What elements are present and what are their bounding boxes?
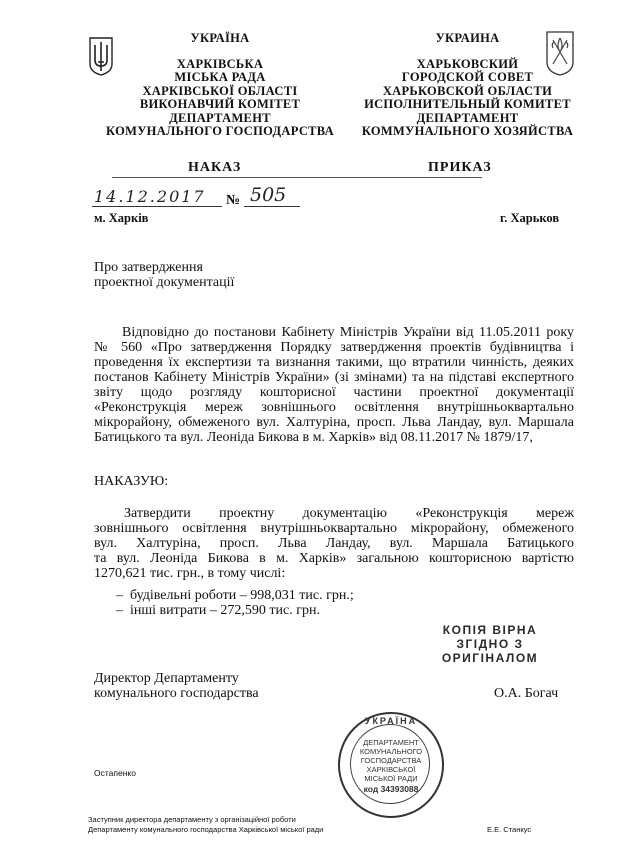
preamble-line: звіту щодо розгляду кошторисної частини проектної документації (94, 385, 574, 400)
dash-bullet: – (116, 588, 130, 603)
decision-paragraph (94, 506, 574, 581)
position-line: Директор Департаменту (94, 671, 239, 686)
preamble-line: Відповідно до постанови Кабінету Міністрів України від 11.05.2011 року (122, 325, 574, 340)
doc-type-ru: ПРИКАЗ (428, 160, 492, 175)
seal-line: ХАРКІВСЬКОЇ (366, 765, 416, 774)
org-line: ДЕПАРТАМЕНТ (416, 110, 519, 125)
seal-line: ДЕПАРТАМЕНТ (363, 738, 419, 747)
preamble-paragraph (94, 325, 574, 445)
country-name: УКРАЇНА (190, 31, 250, 45)
list-item-text: будівельні роботи – 998,031 тис. грн.; (130, 588, 354, 603)
title-divider (112, 177, 482, 178)
order-date: 14.12.2017 (94, 187, 206, 206)
org-line: ДЕПАРТАМЕНТ (169, 110, 271, 125)
doc-type-ua: НАКАЗ (188, 160, 242, 175)
footer-certification (88, 815, 323, 835)
list-item-text: інші витрати – 272,590 тис. грн. (130, 603, 320, 618)
city-ru: г. Харьков (500, 211, 560, 225)
order-word: НАКАЗУЮ: (94, 474, 169, 489)
date-underline (92, 206, 222, 207)
signatory-name: О.А. Богач (494, 686, 559, 701)
org-line: ХАРЬКОВСКОЙ ОБЛАСТИ (382, 83, 553, 98)
subject-line: Про затвердження (94, 260, 203, 275)
position-line: комунального господарства (94, 686, 259, 701)
seal-code: код 34393088 (363, 784, 419, 794)
subject-line: проектної документації (94, 275, 235, 290)
org-line: ХАРКІВСЬКОЇ ОБЛАСТІ (142, 83, 298, 98)
signature-position (94, 671, 259, 701)
seal-line: МІСЬКОЇ РАДИ (364, 774, 418, 783)
org-line: ИСПОЛНИТЕЛЬНЫЙ КОМИТЕТ (364, 97, 571, 111)
decision-line: та вул. Леоніда Бикова в м. Харків» загальною кошторисною вартістю (94, 551, 574, 566)
dash-bullet: – (116, 603, 130, 618)
seal-top-text: УКРАЇНА (364, 716, 418, 726)
decision-line: 1270,621 тис. грн., в тому числі: (94, 566, 286, 581)
order-number: 505 (250, 184, 287, 206)
country-name: УКРАИНА (435, 31, 500, 45)
stamp-line: ОРИГІНАЛОМ (441, 651, 539, 665)
official-seal (338, 712, 444, 818)
list-item (116, 588, 354, 603)
copy-certified-stamp (430, 623, 550, 665)
list-item (116, 603, 354, 618)
org-line: МІСЬКА РАДА (174, 70, 266, 84)
cost-items-list (116, 588, 354, 618)
footer-name: Е.Е. Станкус (487, 825, 532, 834)
subject (94, 260, 234, 290)
footer-line: Департаменту комунального господарства Харківської міської ради (88, 825, 324, 834)
org-line: КОМУНАЛЬНОГО ГОСПОДАРСТВА (106, 124, 334, 138)
decision-line: зовнішнього освітлення внутрішньоквартально мікрорайону, обмеженого (94, 521, 574, 536)
preamble-line: мікрорайону, обмеженого вул. Халтуріна, просп. Льва Ландау, вул. Маршала (94, 415, 574, 430)
preamble-line: № 560 «Про затвердження Порядку затвердження проектів будівництва і (94, 340, 574, 355)
header-russian (355, 32, 580, 139)
seal-center-text (348, 738, 434, 794)
city-ua: м. Харків (94, 211, 149, 225)
org-line: ВИКОНАВЧИЙ КОМІТЕТ (139, 97, 301, 111)
org-line: КОММУНАЛЬНОГО ХОЗЯЙСТВА (361, 124, 574, 138)
decision-line: вул. Халтуріна, просп. Льва Ландау, вул. Маршала Батицького (94, 536, 574, 551)
decision-line: Затвердити проектну документацію «Реконструкція мереж (124, 506, 574, 521)
seal-line: ГОСПОДАРСТВА (360, 756, 422, 765)
header-ukrainian (105, 32, 335, 139)
preamble-line: проведення їх експертизи та визнання такими, що втратили чинність, деяких (94, 355, 574, 370)
preamble-line: «Реконструкція мереж зовнішнього освітлення внутрішньоквартально (94, 400, 574, 415)
number-underline (244, 206, 300, 207)
stamp-line: ЗГІДНО З (456, 637, 524, 651)
org-line: ХАРКІВСЬКА (176, 56, 264, 71)
preamble-line: постанов Кабінету Міністрів України» (зі змінами) та на підставі експертного (94, 370, 574, 385)
footer-line: Заступник директора департаменту з організаційної роботи (88, 815, 296, 824)
number-sign: № (226, 193, 241, 208)
org-line: ГОРОДСКОЙ СОВЕТ (401, 70, 534, 84)
executor-name: Остапенко (94, 768, 136, 778)
seal-line: КОМУНАЛЬНОГО (359, 747, 423, 756)
org-line: ХАРЬКОВСКИЙ (416, 56, 519, 71)
stamp-line: КОПІЯ ВІРНА (442, 623, 538, 637)
preamble-line: Батицького та вул. Леоніда Бикова в м. Харків» від 08.11.2017 № 1879/17, (94, 430, 533, 445)
